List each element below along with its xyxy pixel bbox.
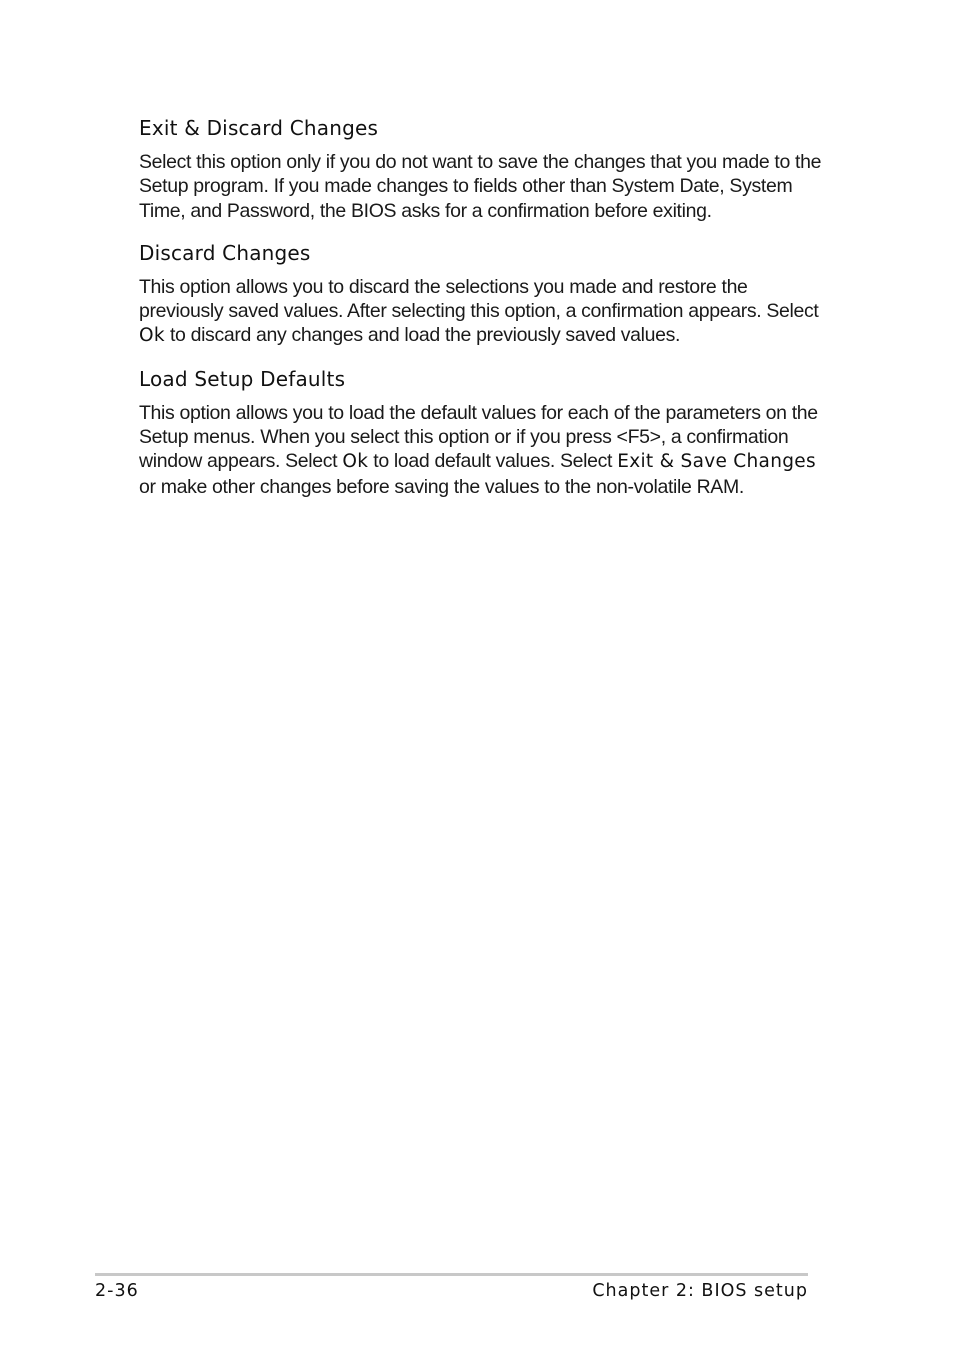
chapter-title: Chapter 2: BIOS setup <box>592 1281 808 1301</box>
section-exit-discard-changes <box>139 112 829 223</box>
page-content <box>139 112 829 513</box>
keyword-ok: Ok <box>342 451 369 473</box>
section-heading: Exit & Discard Changes <box>139 116 379 140</box>
section-heading: Load Setup Defaults <box>139 366 346 391</box>
section-text <box>139 275 829 349</box>
section-text: Select this option only if you do not want to save the changes that you made to the Setup program. If you made changes to fields other than System Date, System Time, and Password, the BIOS asks for a confirmation before exiting. <box>139 151 822 222</box>
page-number: 2-36 <box>95 1281 139 1301</box>
section-text <box>139 401 829 499</box>
section-discard-changes <box>139 237 829 349</box>
text-run: This option allows you to discard the selections you made and restore the previously saved values. After selecting this option, a confirmation appears. Select <box>139 275 819 323</box>
text-run: or make other changes before saving the values to the non-volatile RAM. <box>139 475 744 498</box>
section-load-setup-defaults <box>139 363 829 499</box>
footer-divider <box>95 1273 808 1276</box>
text-run: to discard any changes and load the previously saved values. <box>169 324 681 347</box>
section-heading: Discard Changes <box>139 240 311 265</box>
text-run: This option allows you to load the default values for each of the parameters on the Setup menus. When you select this option or if you press <F5>, a confirmation window appears. Select <box>139 401 818 473</box>
keyword-ok: Ok <box>139 325 165 347</box>
text-run: to load default values. Select <box>373 450 613 473</box>
keyword-exit-save-changes: Exit & Save Changes <box>617 451 816 473</box>
